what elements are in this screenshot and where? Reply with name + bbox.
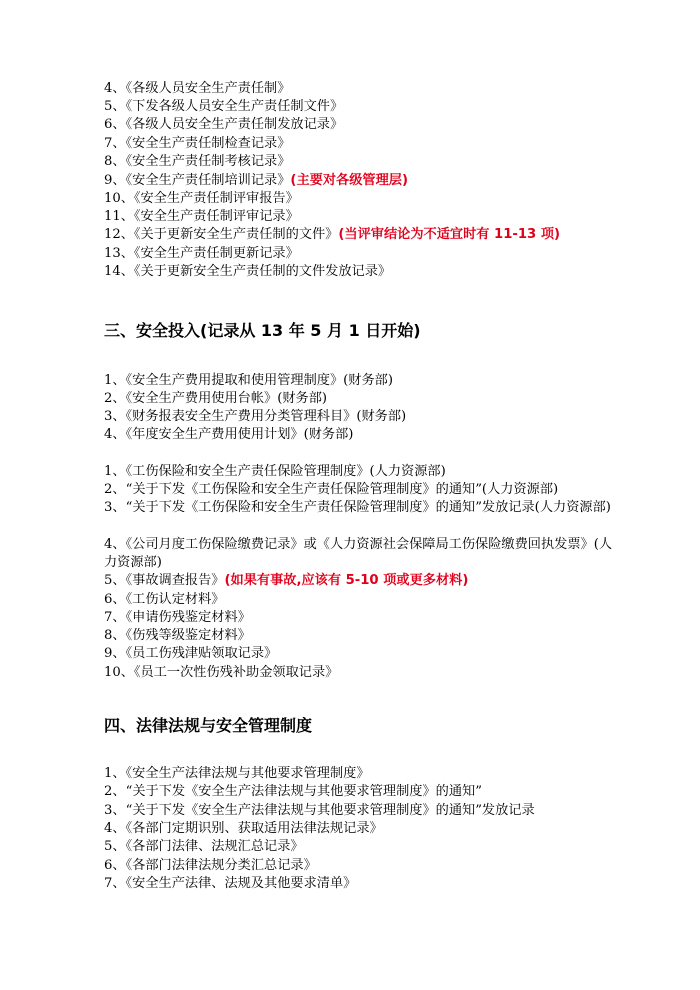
item-text: 6、《工伤认定材料》 [104,592,225,607]
list-item [104,98,624,116]
list-item [104,245,624,263]
list-item [104,153,624,171]
item-text: 5、《各部门法律、法规汇总记录》 [104,839,304,854]
list-item [104,390,624,408]
list-item [104,80,624,98]
item-text: 3、“关于下发《工伤保险和安全生产责任保险管理制度》的通知”发放记录(人力资源部) [104,500,611,515]
item-text: 10、《员工一次性伤残补助金领取记录》 [104,665,339,680]
item-text: 7、《安全生产法律、法规及其他要求清单》 [104,876,357,891]
list-item [104,463,624,481]
item-text: 14、《关于更新安全生产责任制的文件发放记录》 [104,264,392,279]
list-item [104,645,624,663]
list-item [104,572,624,590]
list-item [104,875,624,893]
list-item [104,190,624,208]
red-note: (主要对各级管理层) [290,173,408,188]
list-item [104,208,624,226]
item-text: 7、《安全生产责任制检查记录》 [104,136,291,151]
item-text: 5、《事故调查报告》 [104,573,225,588]
list-item [104,609,624,627]
item-text: 7、《申请伤残鉴定材料》 [104,610,251,625]
item-text: 2、“关于下发《工伤保险和安全生产责任保险管理制度》的通知”(人力资源部) [104,482,559,497]
section-heading: 三、安全投入(记录从 13 年 5 月 1 日开始) [104,321,421,340]
item-text: 4、《年度安全生产费用使用计划》(财务部) [104,427,354,442]
list-item [104,263,624,281]
item-text: 4、《各部门定期识别、获取适用法律法规记录》 [104,821,383,836]
list-item [104,838,624,856]
list-item [104,499,624,517]
item-text: 4、《公司月度工伤保险缴费记录》或《人力资源社会保障局工伤保险缴费回执发票》(人力资源部) [104,537,613,571]
list-item [104,226,624,244]
item-text: 1、《安全生产法律法规与其他要求管理制度》 [104,766,370,781]
list-item [104,135,624,153]
section-heading: 四、法律法规与安全管理制度 [104,716,313,735]
item-text: 3、“关于下发《安全生产法律法规与其他要求管理制度》的通知”发放记录 [104,803,535,818]
list-item [104,591,624,609]
list-item [104,664,624,682]
item-text: 6、《各级人员安全生产责任制发放记录》 [104,117,344,132]
list-item [104,536,624,573]
item-text: 13、《安全生产责任制更新记录》 [104,246,299,261]
list-item [104,627,624,645]
item-text: 3、《财务报表安全生产费用分类管理科目》(财务部) [104,409,407,424]
item-text: 5、《下发各级人员安全生产责任制文件》 [104,99,344,114]
list-item [104,408,624,426]
item-text: 4、《各级人员安全生产责任制》 [104,81,291,96]
list-item [104,765,624,783]
item-text: 1、《安全生产费用提取和使用管理制度》(财务部) [104,373,394,388]
list-item [104,172,624,190]
red-note: (当评审结论为不适宜时有 11-13 项) [338,227,561,242]
item-text: 6、《各部门法律法规分类汇总记录》 [104,858,317,873]
list-item [104,116,624,134]
item-text: 8、《安全生产责任制考核记录》 [104,154,291,169]
item-text: 11、《安全生产责任制评审记录》 [104,209,299,224]
item-text: 9、《员工伤残津贴领取记录》 [104,646,278,661]
list-item [104,857,624,875]
item-text: 2、“关于下发《安全生产法律法规与其他要求管理制度》的通知” [104,784,482,799]
item-text: 9、《安全生产责任制培训记录》 [104,173,291,188]
item-text: 2、《安全生产费用使用台帐》(财务部) [104,391,328,406]
item-text: 8、《伤残等级鉴定材料》 [104,628,251,643]
list-item [104,783,624,801]
list-item [104,426,624,444]
list-item [104,802,624,820]
item-text: 10、《安全生产责任制评审报告》 [104,191,299,206]
list-item [104,820,624,838]
list-item [104,481,624,499]
list-item [104,372,624,390]
red-note: (如果有事故,应该有 5-10 项或更多材料) [224,573,469,588]
item-text: 1、《工伤保险和安全生产责任保险管理制度》(人力资源部) [104,464,446,479]
item-text: 12、《关于更新安全生产责任制的文件》 [104,227,339,242]
